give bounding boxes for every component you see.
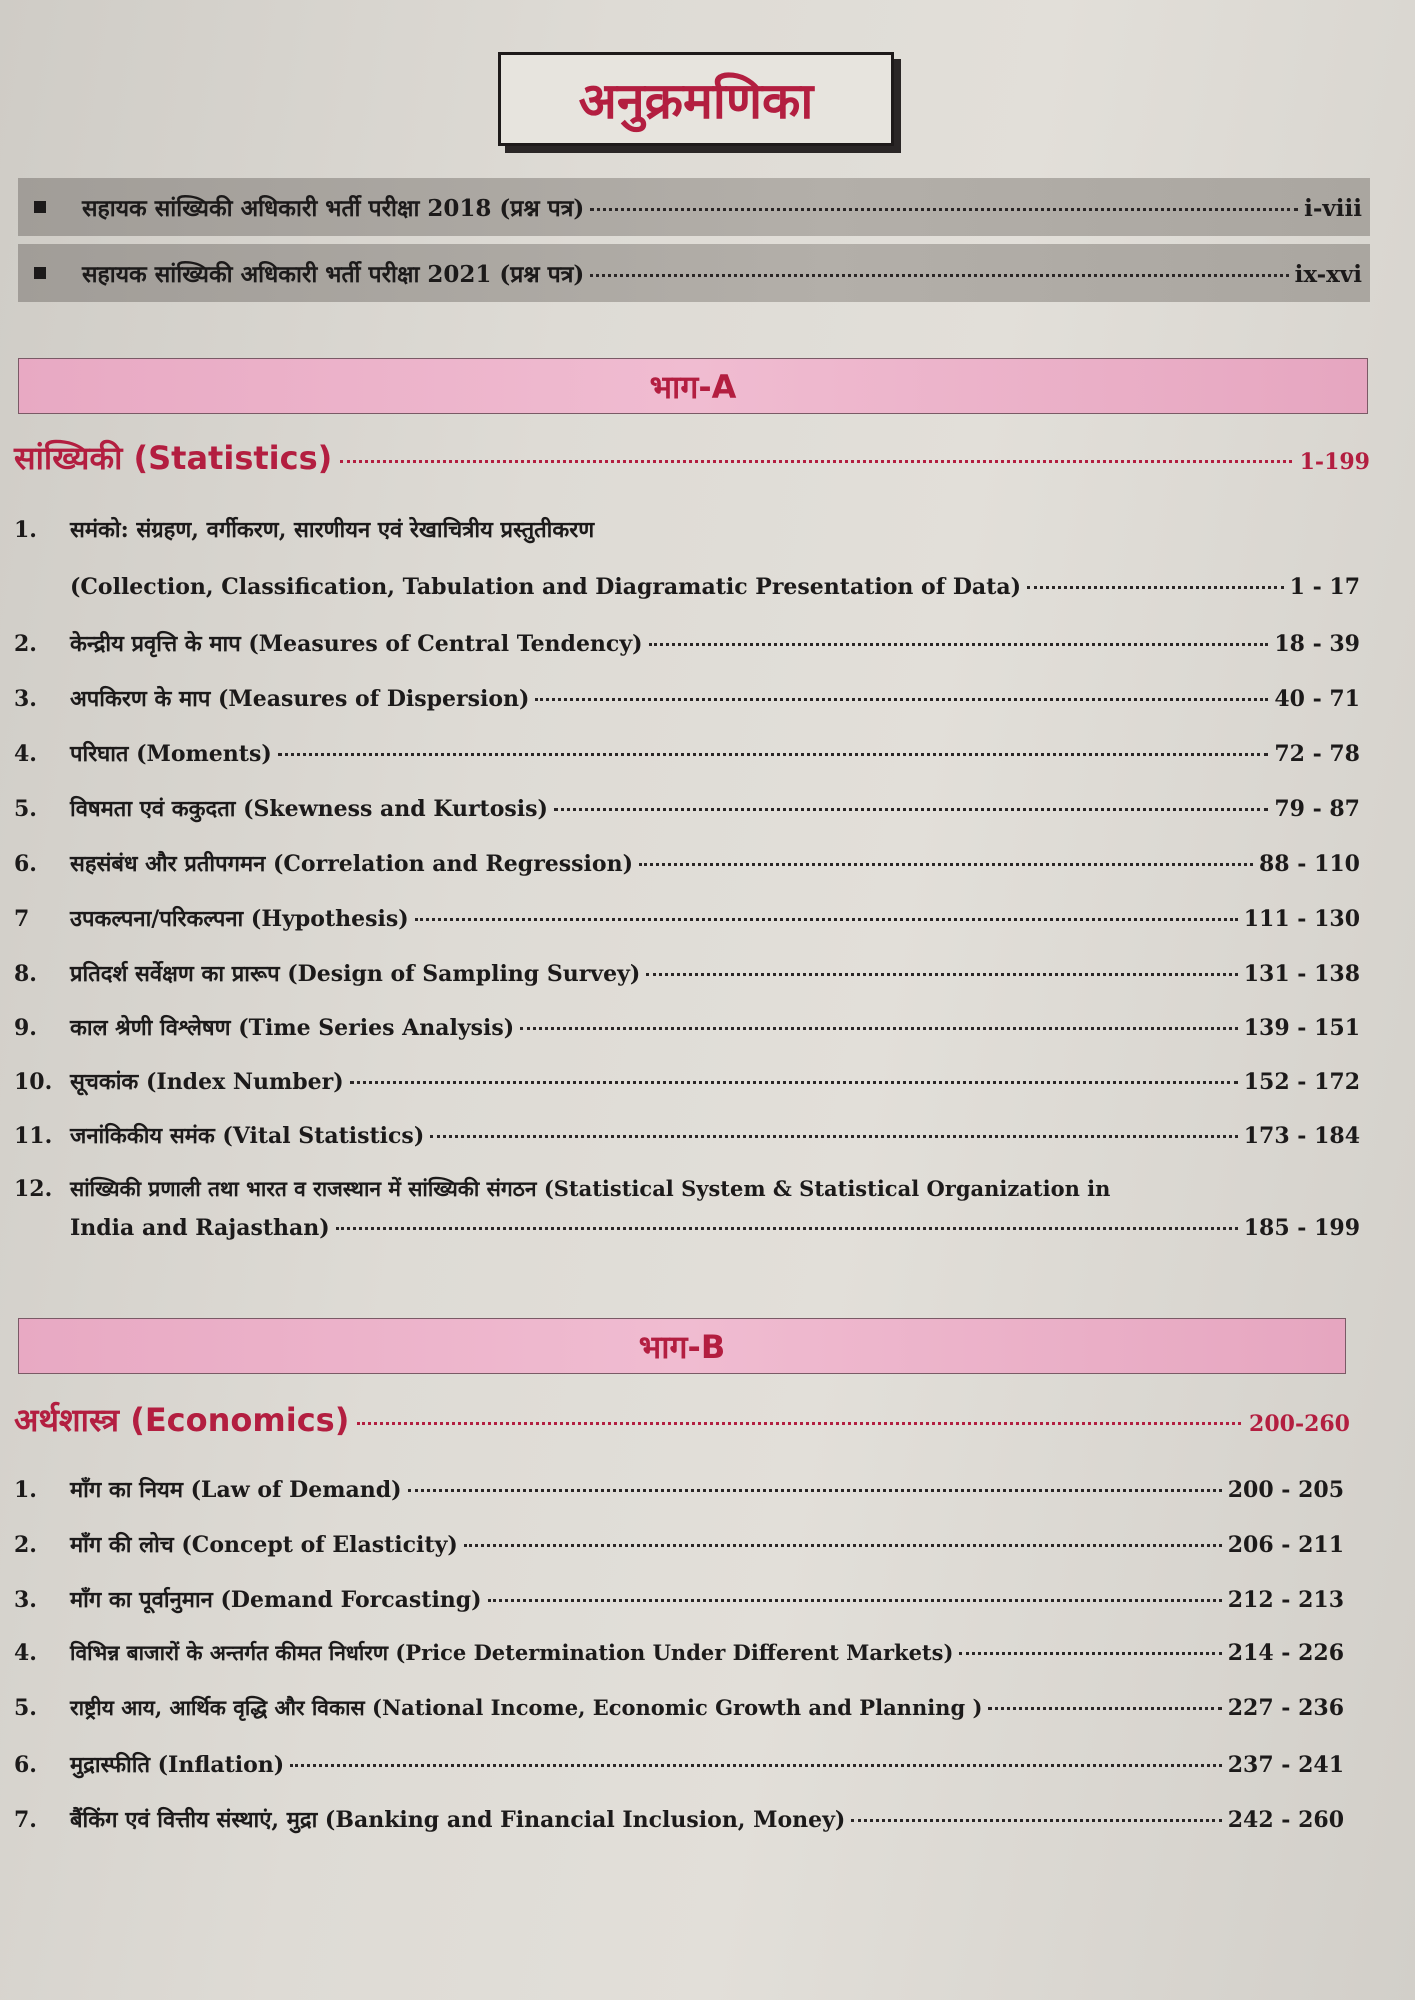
entry-label: सहसंबंध और प्रतीपगमन (Correlation and Regression) xyxy=(70,851,633,877)
entry-number: 6. xyxy=(14,851,37,877)
toc-entry-continuation xyxy=(70,1215,1360,1241)
dot-leader xyxy=(350,1081,1238,1084)
entry-pages: 227 - 236 xyxy=(1227,1695,1344,1721)
entry-label: प्रतिदर्श सर्वेक्षण का प्रारूप (Design of Sampling Survey) xyxy=(70,961,641,987)
section-label: सांख्यिकी (Statistics) xyxy=(14,439,333,477)
entry-number: 4. xyxy=(14,741,37,767)
section-pages: 1-199 xyxy=(1299,449,1370,475)
dot-leader xyxy=(959,1652,1221,1655)
toc-entry xyxy=(14,628,1360,658)
entry-pages: 152 - 172 xyxy=(1243,1069,1360,1095)
section-economics-heading xyxy=(14,1398,1350,1441)
page-title: अनुक्रमणिका xyxy=(578,72,814,130)
entry-number: 1. xyxy=(14,517,37,543)
entry-pages: 18 - 39 xyxy=(1274,631,1360,657)
entry-pages: 79 - 87 xyxy=(1274,796,1360,822)
square-bullet-icon xyxy=(34,201,46,213)
toc-entry xyxy=(14,1749,1344,1779)
entry-label: समंको: संग्रहण, वर्गीकरण, सारणीयन एवं रेखाचित्रीय प्रस्तुतीकरण xyxy=(70,517,595,543)
toc-entry xyxy=(14,1175,1360,1203)
section-pages: 200-260 xyxy=(1249,1411,1350,1437)
section-label: अर्थशास्त्र (Economics) xyxy=(14,1401,350,1439)
toc-entry xyxy=(14,1012,1360,1042)
entry-label: राष्ट्रीय आय, आर्थिक वृद्धि और विकास (National Income, Economic Growth and Planning ) xyxy=(70,1695,983,1720)
toc-entry xyxy=(14,1694,1344,1722)
entry-number: 7 xyxy=(14,906,30,932)
entry-number: 10. xyxy=(14,1069,53,1095)
exam-paper-pages: ix-xvi xyxy=(1294,261,1362,288)
dot-leader xyxy=(1027,586,1284,589)
dot-leader xyxy=(646,973,1237,976)
toc-entry xyxy=(14,793,1360,823)
entry-label: माँग का नियम (Law of Demand) xyxy=(70,1477,402,1503)
entry-pages: 72 - 78 xyxy=(1274,741,1360,767)
toc-entry xyxy=(14,1066,1360,1096)
entry-label: विभिन्न बाजारों के अन्तर्गत कीमत निर्धारण (Price Determination Under Different Markets) xyxy=(70,1640,954,1665)
entry-label: विषमता एवं ककुदता (Skewness and Kurtosis) xyxy=(70,796,548,822)
toc-entry xyxy=(14,1639,1344,1667)
entry-number: 7. xyxy=(14,1807,37,1833)
exam-paper-2021-row xyxy=(18,244,1370,302)
dot-leader xyxy=(408,1489,1222,1492)
title-box xyxy=(498,52,894,146)
dot-leader xyxy=(430,1135,1237,1138)
dot-leader xyxy=(520,1027,1238,1030)
part-a-heading: भाग-A xyxy=(649,367,737,406)
dot-leader xyxy=(278,753,1269,756)
entry-label: माँग की लोच (Concept of Elasticity) xyxy=(70,1532,458,1558)
entry-pages: 111 - 130 xyxy=(1243,906,1360,932)
entry-number: 5. xyxy=(14,1695,37,1721)
entry-label: उपकल्पना/परिकल्पना (Hypothesis) xyxy=(70,906,409,932)
dot-leader xyxy=(639,863,1253,866)
entry-pages: 173 - 184 xyxy=(1243,1123,1360,1149)
entry-number: 6. xyxy=(14,1752,37,1778)
dot-leader xyxy=(357,1422,1241,1425)
dot-leader xyxy=(464,1544,1222,1547)
dot-leader xyxy=(590,208,1298,211)
square-bullet-icon xyxy=(34,267,46,279)
entry-pages: 88 - 110 xyxy=(1259,851,1360,877)
exam-paper-pages: i-viii xyxy=(1304,195,1362,222)
entry-pages: 185 - 199 xyxy=(1243,1215,1360,1241)
entry-number: 8. xyxy=(14,961,37,987)
entry-label: केन्द्रीय प्रवृत्ति के माप (Measures of Central Tendency) xyxy=(70,631,643,657)
entry-pages: 206 - 211 xyxy=(1227,1532,1344,1558)
entry-pages: 40 - 71 xyxy=(1274,686,1360,712)
entry-number: 9. xyxy=(14,1015,37,1041)
dot-leader xyxy=(649,643,1269,646)
toc-entry xyxy=(14,1584,1344,1614)
entry-number: 5. xyxy=(14,796,37,822)
dot-leader xyxy=(535,698,1268,701)
dot-leader xyxy=(590,274,1288,277)
entry-pages: 1 - 17 xyxy=(1289,574,1360,600)
entry-number: 3. xyxy=(14,1587,37,1613)
dot-leader xyxy=(554,808,1268,811)
entry-pages: 131 - 138 xyxy=(1243,961,1360,987)
toc-entry xyxy=(14,958,1360,988)
entry-pages: 214 - 226 xyxy=(1227,1640,1344,1666)
entry-label: परिघात (Moments) xyxy=(70,741,272,767)
toc-entry xyxy=(14,683,1360,713)
part-b-heading: भाग-B xyxy=(638,1327,726,1366)
toc-entry xyxy=(14,1474,1344,1504)
entry-number: 2. xyxy=(14,631,37,657)
entry-label: अपकिरण के माप (Measures of Dispersion) xyxy=(70,686,530,712)
entry-label: सांख्यिकी प्रणाली तथा भारत व राजस्थान में सांख्यिकी संगठन (Statistical System & Statistical Organization in xyxy=(70,1176,1111,1201)
entry-label: जनांकिकीय समंक (Vital Statistics) xyxy=(70,1123,425,1149)
dot-leader xyxy=(488,1599,1222,1602)
entry-label: माँग का पूर्वानुमान (Demand Forcasting) xyxy=(70,1587,482,1613)
toc-entry xyxy=(14,1529,1344,1559)
entry-pages: 212 - 213 xyxy=(1227,1587,1344,1613)
entry-pages: 200 - 205 xyxy=(1227,1477,1344,1503)
entry-label-continued: (Collection, Classification, Tabulation and Diagramatic Presentation of Data) xyxy=(70,574,1022,600)
dot-leader xyxy=(988,1707,1221,1710)
entry-number: 12. xyxy=(14,1176,53,1202)
entry-label: बैंकिंग एवं वित्तीय संस्थाएं, मुद्रा (Banking and Financial Inclusion, Money) xyxy=(70,1807,846,1833)
dot-leader xyxy=(340,460,1291,463)
exam-paper-2018-row xyxy=(18,178,1370,236)
toc-entry xyxy=(14,903,1360,933)
entry-pages: 242 - 260 xyxy=(1227,1807,1344,1833)
entry-number: 3. xyxy=(14,686,37,712)
entry-label: सूचकांक (Index Number) xyxy=(70,1069,344,1095)
toc-entry xyxy=(14,1120,1360,1150)
entry-label: काल श्रेणी विश्लेषण (Time Series Analysis) xyxy=(70,1015,515,1041)
entry-pages: 237 - 241 xyxy=(1227,1752,1344,1778)
toc-entry xyxy=(14,514,1360,544)
entry-number: 2. xyxy=(14,1532,37,1558)
exam-paper-label: सहायक सांख्यिकी अधिकारी भर्ती परीक्षा 2018 (प्रश्न पत्र) xyxy=(82,195,585,222)
entry-number: 1. xyxy=(14,1477,37,1503)
toc-entry xyxy=(14,848,1360,878)
entry-pages: 139 - 151 xyxy=(1243,1015,1360,1041)
part-b-band xyxy=(18,1318,1346,1374)
entry-number: 4. xyxy=(14,1640,37,1666)
entry-number: 11. xyxy=(14,1123,53,1149)
toc-entry xyxy=(14,738,1360,768)
dot-leader xyxy=(851,1819,1221,1822)
part-a-band xyxy=(18,358,1368,414)
exam-paper-label: सहायक सांख्यिकी अधिकारी भर्ती परीक्षा 2021 (प्रश्न पत्र) xyxy=(82,261,585,288)
entry-label-continued: India and Rajasthan) xyxy=(70,1215,330,1241)
entry-label: मुद्रास्फीति (Inflation) xyxy=(70,1752,285,1778)
dot-leader xyxy=(336,1227,1238,1230)
section-statistics-heading xyxy=(14,436,1370,479)
toc-entry xyxy=(14,1804,1344,1834)
toc-entry-continuation xyxy=(70,574,1360,600)
dot-leader xyxy=(290,1764,1222,1767)
dot-leader xyxy=(415,918,1238,921)
